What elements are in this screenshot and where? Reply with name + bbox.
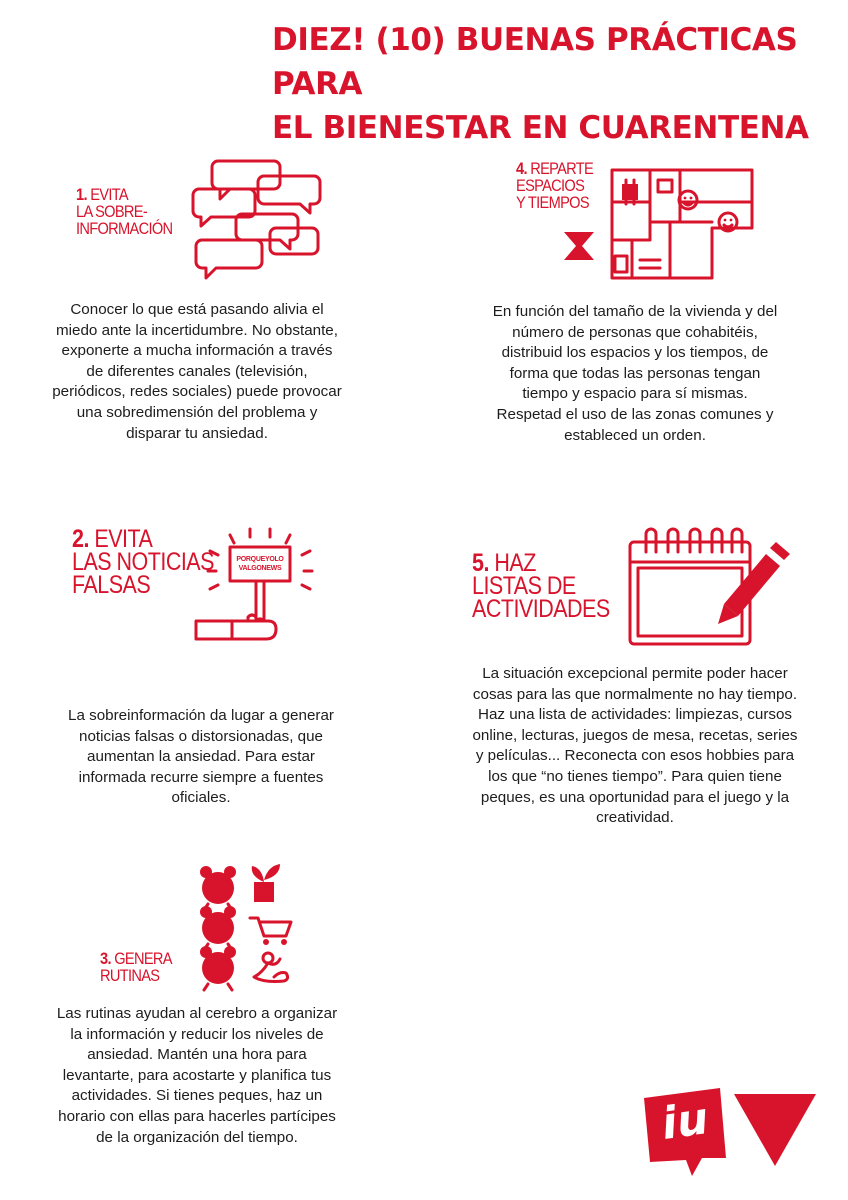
yoga-pose-icon — [254, 953, 288, 982]
alarm-clock-icon — [200, 946, 236, 990]
practice-3-heading: 3. GENERA RUTINAS — [100, 949, 172, 985]
plant-icon — [252, 864, 280, 902]
practice-3-text: Las rutinas ayudan al cerebro a organizar la información y reducir los niveles de ansiedad. Mantén una hora para levantarte, para acostarte y planifica tus actividades. Si tienes peques, haz un horario con ellas para hacerles partícipes de la organización del tiempo. — [56, 1005, 338, 1146]
alarm-clock-icon — [200, 906, 236, 950]
triangle-logo — [734, 1094, 816, 1166]
practice-4-text: En función del tamaño de la vivienda y del número de personas que cohabitéis, distribuid los espacios y los tiempos, de forma que todas las personas tengan tiempo y espacio para sí mismas. Respetad el uso de las zonas comunes y estableced un orden. — [492, 303, 778, 444]
calendar-pencil-icon — [626, 526, 806, 651]
floor-plan-icon — [560, 160, 760, 280]
iu-logo — [640, 1088, 726, 1176]
practice-5-heading: 5. HAZ LISTAS DE ACTIVIDADES — [472, 549, 610, 623]
protest-sign-icon — [190, 525, 330, 655]
practice-1-heading: 1. EVITA LA SOBRE- INFORMACIÓN — [76, 185, 173, 238]
routine-icons — [198, 862, 298, 992]
practice-4-heading: 4. REPARTE ESPACIOS Y TIEMPOS — [516, 159, 594, 212]
alarm-clock-icon — [200, 866, 236, 910]
speech-bubbles-icon — [190, 158, 325, 283]
title-line-1: DIEZ! (10) BUENAS PRÁCTICAS PARA — [272, 22, 798, 102]
iu-logo-text: iu — [658, 1093, 712, 1150]
practice-5-text: La situación excepcional permite poder hacer cosas para las que normalmente no hay tiempo. Haz una lista de actividades: limpiezas, cursos online, lecturas, juegos de mesa, recetas, series y películas... Reconecta con esos hobbies para los que “no tienes tiempo”. Para quien tiene peques, es una oportunidad para el juego y la creatividad. — [472, 665, 798, 827]
sign-text: PORQUEYOLO VALGONEWS — [236, 556, 284, 572]
practice-2-heading: 2. EVITA LAS NOTICIAS FALSAS — [72, 525, 214, 599]
practice-1-text: Conocer lo que está pasando alivia el miedo ante la incertidumbre. No obstante, exponerte a mucha información a través de diferentes canales (televisión, periódicos, redes sociales) puede provocar una sobredimensión del problema y disparar tu ansiedad. — [52, 301, 342, 442]
practice-2-text: La sobreinformación da lugar a generar noticias falsas o distorsionadas, que aumentan la ansiedad. Para estar informada recurre siempre a fuentes oficiales. — [68, 707, 334, 807]
shopping-cart-icon — [250, 918, 291, 945]
page-title — [272, 18, 842, 150]
title-line-2: EL BIENESTAR EN CUARENTENA — [272, 110, 809, 146]
